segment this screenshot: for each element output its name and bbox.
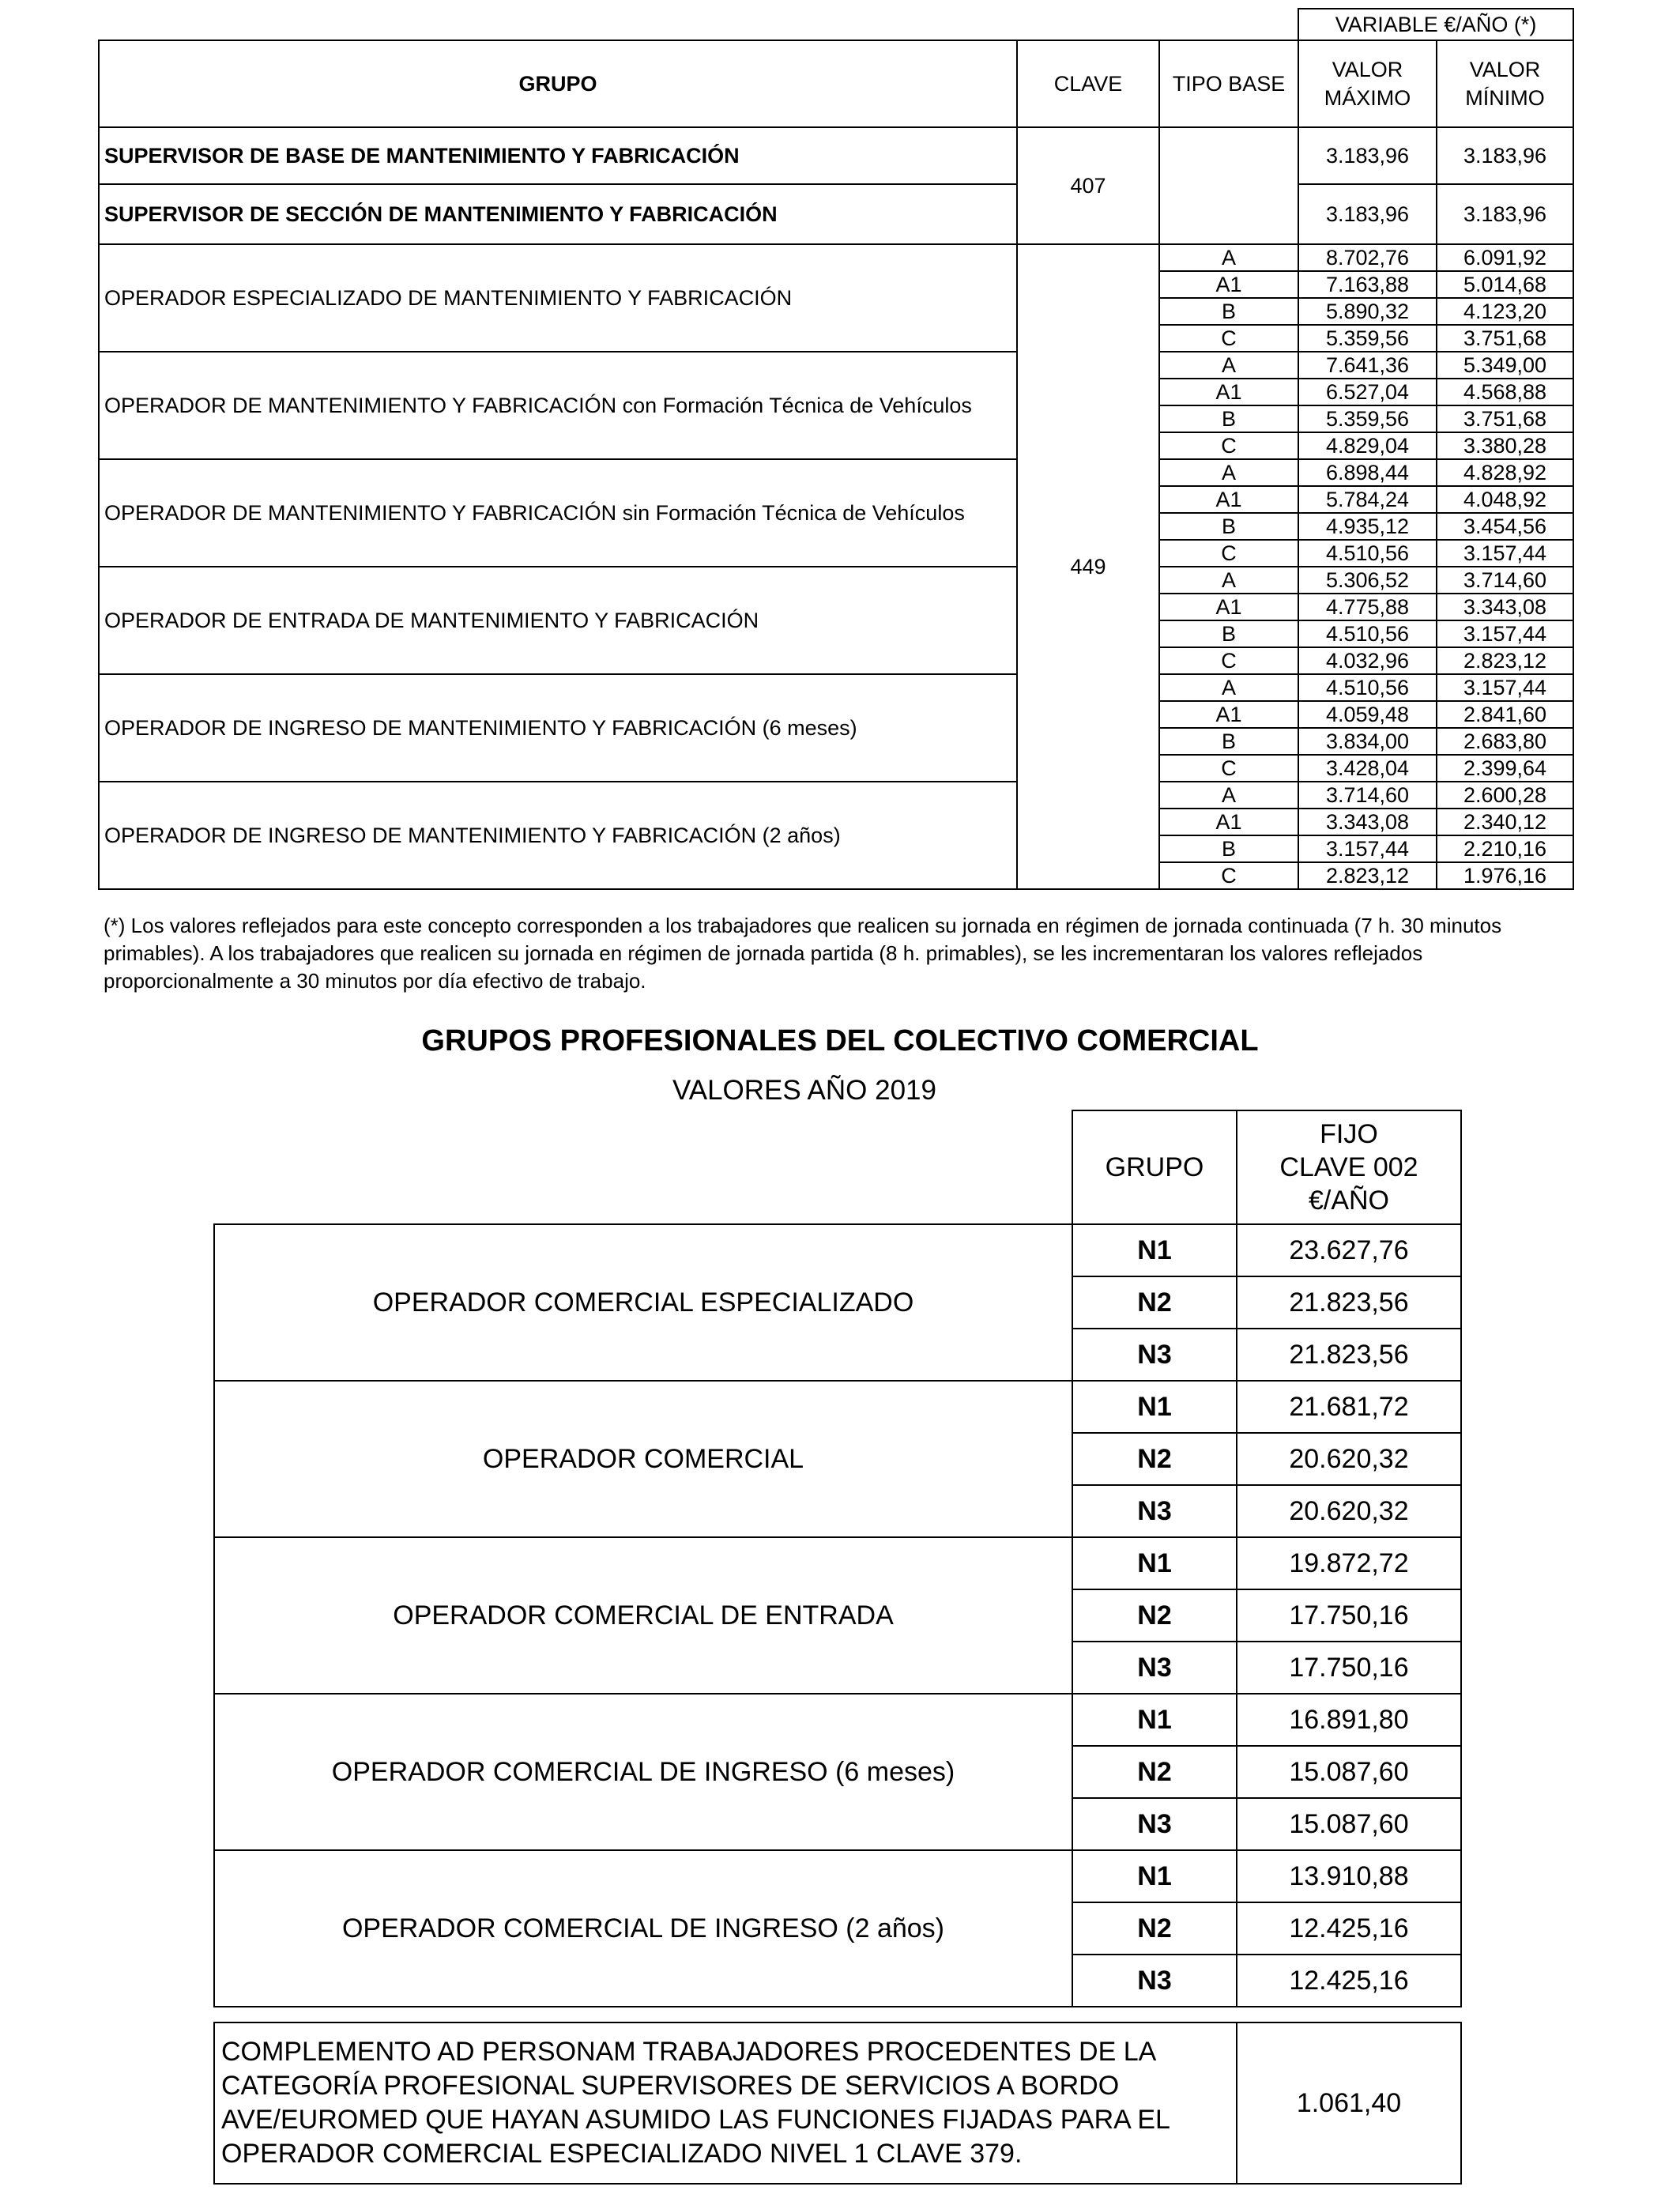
tipo-base-cell: C xyxy=(1159,540,1298,567)
valor-maximo-cell: 4.510,56 xyxy=(1298,674,1437,701)
valor-minimo-cell: 1.976,16 xyxy=(1437,862,1573,889)
valor-maximo-cell: 4.935,12 xyxy=(1298,513,1437,540)
commercial-salary-table xyxy=(213,1110,1462,2007)
commercial-row xyxy=(214,1694,1461,1746)
tipo-base-cell: A1 xyxy=(1159,271,1298,298)
valor-minimo-cell: 2.600,28 xyxy=(1437,782,1573,809)
valor-maximo-cell: 3.714,60 xyxy=(1298,782,1437,809)
commercial-group-name: OPERADOR COMERCIAL xyxy=(214,1381,1072,1537)
complement-description: COMPLEMENTO AD PERSONAM TRABAJADORES PROCEDENTES DE LA CATEGORÍA PROFESIONAL SUPERVISORES DE SERVICIOS A BORDO AVE/EUROMED QUE HAYAN ASUMIDO LAS FUNCIONES FIJADAS PARA EL OPERADOR COMERCIAL ESPECIALIZADO NIVEL 1 CLAVE 379. xyxy=(214,2022,1237,2184)
valor-minimo-cell: 3.751,68 xyxy=(1437,405,1573,432)
fijo-value-cell: 16.891,80 xyxy=(1237,1694,1461,1746)
valor-maximo-cell: 8.702,76 xyxy=(1298,244,1437,271)
level-cell: N2 xyxy=(1072,1746,1237,1798)
valor-maximo-header: VALOR MÁXIMO xyxy=(1298,40,1437,127)
level-cell: N1 xyxy=(1072,1537,1237,1589)
operator-row xyxy=(99,674,1573,701)
tipo-base-cell: B xyxy=(1159,620,1298,647)
tipo-base-header: TIPO BASE xyxy=(1159,40,1298,127)
valor-maximo-cell: 5.359,56 xyxy=(1298,405,1437,432)
valor-maximo-cell: 4.510,56 xyxy=(1298,540,1437,567)
fijo-value-cell: 21.823,56 xyxy=(1237,1329,1461,1381)
valor-minimo-cell: 6.091,92 xyxy=(1437,244,1573,271)
tipo-base-empty xyxy=(1159,127,1298,244)
tipo-base-cell: A1 xyxy=(1159,594,1298,620)
level-cell: N3 xyxy=(1072,1955,1237,2007)
valor-minimo-cell: 3.454,56 xyxy=(1437,513,1573,540)
valor-minimo-cell: 2.683,80 xyxy=(1437,728,1573,755)
level-cell: N3 xyxy=(1072,1485,1237,1537)
valor-maximo-cell: 6.898,44 xyxy=(1298,459,1437,486)
grupo-header: GRUPO xyxy=(99,40,1017,127)
commercial-row xyxy=(214,1381,1461,1433)
tipo-base-cell: B xyxy=(1159,513,1298,540)
tipo-base-cell: A xyxy=(1159,674,1298,701)
valor-maximo-cell: 3.183,96 xyxy=(1298,184,1437,244)
valor-minimo-cell: 3.157,44 xyxy=(1437,540,1573,567)
fijo-value-cell: 21.681,72 xyxy=(1237,1381,1461,1433)
tipo-base-cell: A xyxy=(1159,352,1298,379)
fijo-value-cell: 20.620,32 xyxy=(1237,1433,1461,1485)
tipo-base-cell: A1 xyxy=(1159,379,1298,405)
level-cell: N2 xyxy=(1072,1276,1237,1329)
valor-maximo-cell: 4.829,04 xyxy=(1298,432,1437,459)
supervisor-group-name: SUPERVISOR DE SECCIÓN DE MANTENIMIENTO Y FABRICACIÓN xyxy=(99,184,1017,244)
operator-group-name: OPERADOR DE INGRESO DE MANTENIMIENTO Y FABRICACIÓN (2 años) xyxy=(99,782,1017,889)
tipo-base-cell: A1 xyxy=(1159,809,1298,835)
tipo-base-cell: C xyxy=(1159,325,1298,352)
complement-value: 1.061,40 xyxy=(1237,2022,1461,2184)
valor-minimo-cell: 4.568,88 xyxy=(1437,379,1573,405)
fijo-value-cell: 12.425,16 xyxy=(1237,1902,1461,1955)
commercial-group-name: OPERADOR COMERCIAL ESPECIALIZADO xyxy=(214,1224,1072,1381)
valor-maximo-cell: 5.784,24 xyxy=(1298,486,1437,513)
complement-table xyxy=(213,2022,1462,2185)
supervisor-group-name: SUPERVISOR DE BASE DE MANTENIMIENTO Y FABRICACIÓN xyxy=(99,127,1017,184)
operator-group-name: OPERADOR DE MANTENIMIENTO Y FABRICACIÓN con Formación Técnica de Vehículos xyxy=(99,352,1017,459)
valor-minimo-cell: 2.210,16 xyxy=(1437,835,1573,862)
valor-minimo-cell: 2.823,12 xyxy=(1437,647,1573,674)
valor-maximo-cell: 2.823,12 xyxy=(1298,862,1437,889)
commercial-group-name: OPERADOR COMERCIAL DE INGRESO (6 meses) xyxy=(214,1694,1072,1850)
clave-header: CLAVE xyxy=(1017,40,1159,127)
tipo-base-cell: A1 xyxy=(1159,701,1298,728)
tipo-base-cell: A xyxy=(1159,459,1298,486)
section-subtitle: VALORES AÑO 2019 xyxy=(672,1075,936,1106)
tipo-base-cell: C xyxy=(1159,647,1298,674)
tipo-base-cell: B xyxy=(1159,298,1298,325)
valor-minimo-cell: 3.343,08 xyxy=(1437,594,1573,620)
commercial-row xyxy=(214,1537,1461,1589)
operator-group-name: OPERADOR DE MANTENIMIENTO Y FABRICACIÓN sin Formación Técnica de Vehículos xyxy=(99,459,1017,567)
level-cell: N2 xyxy=(1072,1902,1237,1955)
valor-maximo-cell: 7.641,36 xyxy=(1298,352,1437,379)
valor-minimo-cell: 3.183,96 xyxy=(1437,127,1573,184)
commercial-row xyxy=(214,1224,1461,1276)
tipo-base-cell: A xyxy=(1159,567,1298,594)
fijo-value-cell: 19.872,72 xyxy=(1237,1537,1461,1589)
valor-minimo-cell: 3.714,60 xyxy=(1437,567,1573,594)
valor-minimo-cell: 3.157,44 xyxy=(1437,620,1573,647)
grupo-header: GRUPO xyxy=(1072,1110,1237,1224)
valor-maximo-cell: 3.428,04 xyxy=(1298,755,1437,782)
operator-row xyxy=(99,352,1573,379)
variable-header: VARIABLE €/AÑO (*) xyxy=(1298,9,1573,40)
level-cell: N1 xyxy=(1072,1224,1237,1276)
operator-row xyxy=(99,567,1573,594)
fijo-value-cell: 12.425,16 xyxy=(1237,1955,1461,2007)
valor-minimo-cell: 4.123,20 xyxy=(1437,298,1573,325)
operator-group-name: OPERADOR DE INGRESO DE MANTENIMIENTO Y FABRICACIÓN (6 meses) xyxy=(99,674,1017,782)
valor-maximo-cell: 5.359,56 xyxy=(1298,325,1437,352)
valor-maximo-cell: 4.510,56 xyxy=(1298,620,1437,647)
level-cell: N3 xyxy=(1072,1642,1237,1694)
commercial-group-name: OPERADOR COMERCIAL DE INGRESO (2 años) xyxy=(214,1850,1072,2007)
valor-minimo-cell: 5.349,00 xyxy=(1437,352,1573,379)
level-cell: N1 xyxy=(1072,1850,1237,1902)
valor-minimo-cell: 2.841,60 xyxy=(1437,701,1573,728)
valor-minimo-cell: 4.828,92 xyxy=(1437,459,1573,486)
operator-row xyxy=(99,459,1573,486)
commercial-row xyxy=(214,1850,1461,1902)
valor-maximo-cell: 5.306,52 xyxy=(1298,567,1437,594)
valor-maximo-cell: 7.163,88 xyxy=(1298,271,1437,298)
section-title: GRUPOS PROFESIONALES DEL COLECTIVO COMERCIAL xyxy=(421,1024,1259,1057)
valor-minimo-cell: 3.380,28 xyxy=(1437,432,1573,459)
level-cell: N1 xyxy=(1072,1381,1237,1433)
valor-minimo-cell: 3.183,96 xyxy=(1437,184,1573,244)
valor-maximo-cell: 4.059,48 xyxy=(1298,701,1437,728)
footnote: (*) Los valores reflejados para este concepto corresponden a los trabajadores que realicen su jornada en régimen de jornada continuada (7 h. 30 minutos primables). A los trabajadores que realicen su jornada en régimen de jornada partida (8 h. primables), se les incrementaran los valores reflejados proporcionalmente a 30 minutos por día efectivo de trabajo. xyxy=(104,914,1502,993)
fijo-value-cell: 17.750,16 xyxy=(1237,1589,1461,1642)
level-cell: N2 xyxy=(1072,1433,1237,1485)
valor-minimo-cell: 3.751,68 xyxy=(1437,325,1573,352)
valor-minimo-cell: 2.399,64 xyxy=(1437,755,1573,782)
tipo-base-cell: A1 xyxy=(1159,486,1298,513)
valor-maximo-cell: 3.343,08 xyxy=(1298,809,1437,835)
commercial-group-name: OPERADOR COMERCIAL DE ENTRADA xyxy=(214,1537,1072,1694)
level-cell: N2 xyxy=(1072,1589,1237,1642)
tipo-base-cell: C xyxy=(1159,755,1298,782)
fijo-value-cell: 13.910,88 xyxy=(1237,1850,1461,1902)
valor-maximo-cell: 3.183,96 xyxy=(1298,127,1437,184)
clave-value: 449 xyxy=(1017,244,1159,889)
valor-maximo-cell: 4.032,96 xyxy=(1298,647,1437,674)
tipo-base-cell: B xyxy=(1159,728,1298,755)
level-cell: N1 xyxy=(1072,1694,1237,1746)
fijo-header: FIJO CLAVE 002 €/AÑO xyxy=(1237,1110,1461,1224)
operator-row xyxy=(99,244,1573,271)
clave-value: 407 xyxy=(1017,127,1159,244)
valor-maximo-cell: 3.157,44 xyxy=(1298,835,1437,862)
valor-minimo-cell: 3.157,44 xyxy=(1437,674,1573,701)
tipo-base-cell: C xyxy=(1159,432,1298,459)
tipo-base-cell: A xyxy=(1159,782,1298,809)
valor-maximo-cell: 6.527,04 xyxy=(1298,379,1437,405)
level-cell: N3 xyxy=(1072,1329,1237,1381)
fijo-value-cell: 17.750,16 xyxy=(1237,1642,1461,1694)
valor-maximo-cell: 4.775,88 xyxy=(1298,594,1437,620)
operator-group-name: OPERADOR DE ENTRADA DE MANTENIMIENTO Y FABRICACIÓN xyxy=(99,567,1017,674)
fijo-value-cell: 15.087,60 xyxy=(1237,1746,1461,1798)
valor-maximo-cell: 3.834,00 xyxy=(1298,728,1437,755)
operator-row xyxy=(99,782,1573,809)
tipo-base-cell: C xyxy=(1159,862,1298,889)
operator-group-name: OPERADOR ESPECIALIZADO DE MANTENIMIENTO Y FABRICACIÓN xyxy=(99,244,1017,352)
valor-minimo-cell: 2.340,12 xyxy=(1437,809,1573,835)
valor-minimo-cell: 4.048,92 xyxy=(1437,486,1573,513)
tipo-base-cell: A xyxy=(1159,244,1298,271)
tipo-base-cell: B xyxy=(1159,835,1298,862)
fijo-value-cell: 15.087,60 xyxy=(1237,1798,1461,1850)
valor-maximo-cell: 5.890,32 xyxy=(1298,298,1437,325)
valor-minimo-cell: 5.014,68 xyxy=(1437,271,1573,298)
level-cell: N3 xyxy=(1072,1798,1237,1850)
fijo-value-cell: 21.823,56 xyxy=(1237,1276,1461,1329)
fijo-value-cell: 23.627,76 xyxy=(1237,1224,1461,1276)
fijo-value-cell: 20.620,32 xyxy=(1237,1485,1461,1537)
valor-minimo-header: VALOR MÍNIMO xyxy=(1437,40,1573,127)
maintenance-salary-table xyxy=(98,8,1574,890)
tipo-base-cell: B xyxy=(1159,405,1298,432)
